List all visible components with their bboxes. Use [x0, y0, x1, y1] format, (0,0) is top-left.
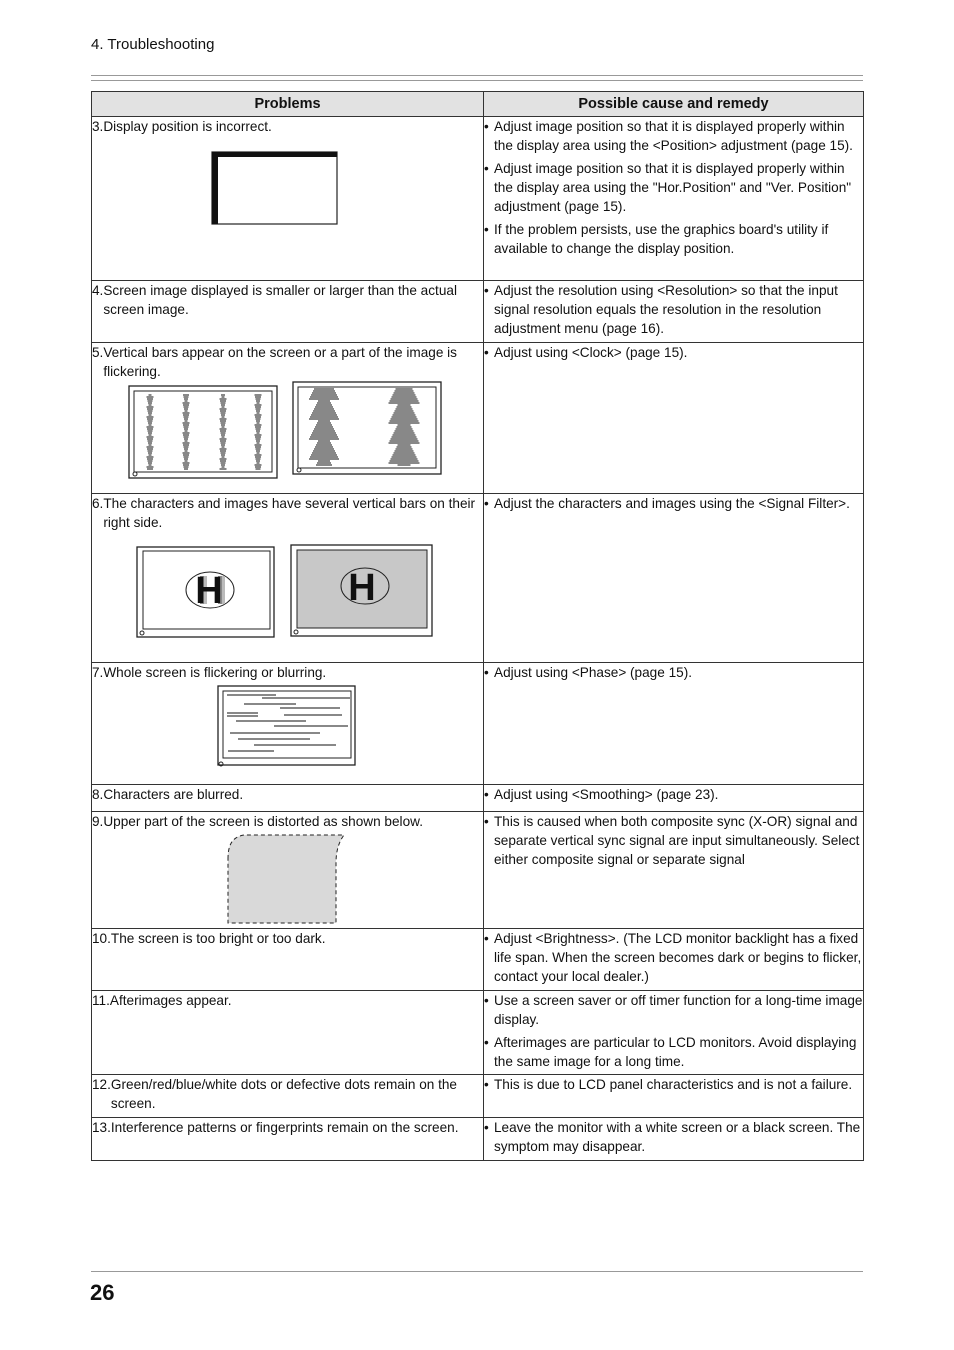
screen-frame — [212, 152, 337, 224]
problem-text: The characters and images have several vertical bars on their right side. — [103, 496, 476, 530]
section-header: 4. Troubleshooting — [91, 36, 215, 53]
problem-text: The screen is too bright or too dark. — [110, 931, 326, 946]
ghosting-illustration-right — [290, 544, 436, 640]
problem-cell — [92, 812, 484, 929]
problem-number: 7. — [92, 665, 104, 680]
problem-cell — [92, 117, 484, 281]
remedy-cell — [484, 117, 864, 281]
problem-cell — [92, 991, 484, 1075]
problem-number: 9. — [92, 814, 104, 829]
problem-cell — [92, 785, 484, 812]
problem-cell — [92, 1075, 484, 1118]
problem-text: Vertical bars appear on the screen or a part of the image is flickering. — [103, 345, 457, 379]
remedy-item: • Leave the monitor with a white screen or a black screen. The symptom may disappear. — [484, 1120, 861, 1154]
problem-text: Interference patterns or fingerprints remain on the screen. — [110, 1120, 459, 1135]
ghost-letter-h: H — [348, 567, 376, 609]
table-row — [92, 785, 864, 812]
remedy-item: • Adjust using <Phase> (page 15). — [484, 665, 692, 680]
problem-text: Characters are blurred. — [103, 787, 244, 802]
problem-number: 11. — [92, 993, 110, 1008]
problem-cell — [92, 494, 484, 663]
page-number: 26 — [90, 1280, 115, 1305]
remedy-item: • Adjust image position so that it is displayed properly within the display area using the <Position> adjustment (page 15). — [484, 119, 853, 153]
flicker-illustration — [214, 684, 358, 770]
table-row — [92, 343, 864, 494]
problems-column-header: Problems — [92, 92, 484, 117]
remedy-cell — [484, 812, 864, 929]
problem-cell — [92, 663, 484, 785]
problem-number: 5. — [92, 345, 104, 360]
problem-cell — [92, 343, 484, 494]
remedy-item: • Adjust image position so that it is displayed properly within the display area using the "Hor.Position" and "Ver. Position" adjustment (page 15). — [484, 161, 852, 214]
distorted-screen-shape — [228, 835, 344, 923]
remedy-cell — [484, 343, 864, 494]
remedy-cell — [484, 929, 864, 991]
problem-number: 13. — [92, 1120, 111, 1135]
problem-text: Screen image displayed is smaller or larger than the actual screen image. — [103, 283, 457, 317]
problem-text: Upper part of the screen is distorted as shown below. — [103, 814, 423, 829]
problem-text: Afterimages appear. — [109, 993, 232, 1008]
problem-cell — [92, 281, 484, 343]
problem-number: 4. — [92, 283, 104, 298]
remedy-cell — [484, 785, 864, 812]
remedy-item: • This is caused when both composite sync (X-OR) signal and separate vertical sync signal are input simultaneously. Select either composite signal or separate signal — [484, 814, 860, 867]
table-row — [92, 117, 864, 281]
problem-number: 6. — [92, 496, 104, 511]
problem-text: Green/red/blue/white dots or defective dots remain on the screen. — [110, 1077, 457, 1111]
screen-shift-left — [212, 152, 218, 224]
remedy-cell — [484, 663, 864, 785]
remedy-item: • Adjust using <Clock> (page 15). — [484, 345, 688, 360]
table-row — [92, 663, 864, 785]
remedy-cell — [484, 494, 864, 663]
remedy-item: • Adjust the resolution using <Resolution> so that the input signal resolution equals the resolution in the resolution adjustment menu (page 16). — [484, 283, 838, 336]
remedy-cell — [484, 1118, 864, 1161]
vertical-bars-illustration-right — [292, 381, 444, 477]
table-row — [92, 812, 864, 929]
ghost-letter-h: H — [195, 570, 223, 612]
troubleshooting-table — [91, 91, 864, 1161]
remedy-cell — [484, 991, 864, 1075]
problem-number: 12. — [92, 1077, 111, 1092]
problem-text: Display position is incorrect. — [103, 119, 272, 134]
table-row — [92, 991, 864, 1075]
problem-cell — [92, 929, 484, 991]
remedy-item: • This is due to LCD panel characteristics and is not a failure. — [484, 1077, 853, 1092]
display-position-illustration — [206, 146, 346, 236]
remedy-item: • Use a screen saver or off timer function for a long-time image display. — [484, 993, 863, 1027]
remedy-item: • Adjust using <Smoothing> (page 23). — [484, 787, 719, 802]
table-row — [92, 929, 864, 991]
table-row — [92, 281, 864, 343]
remedy-cell — [484, 1075, 864, 1118]
problem-number: 10. — [92, 931, 111, 946]
problem-number: 8. — [92, 787, 104, 802]
problem-number: 3. — [92, 119, 104, 134]
distortion-illustration — [226, 833, 350, 927]
remedy-item: • If the problem persists, use the graphics board's utility if available to change the display position. — [484, 222, 829, 256]
problem-text: Whole screen is flickering or blurring. — [103, 665, 327, 680]
table-header-row — [92, 92, 864, 117]
footer-rule — [91, 1271, 863, 1272]
table-row — [92, 494, 864, 663]
remedy-item: • Adjust <Brightness>. (The LCD monitor backlight has a fixed life span. When the screen becomes dark or begins to flicker, contact your local dealer.) — [484, 931, 862, 984]
remedy-item: • Afterimages are particular to LCD monitors. Avoid displaying the same image for a long time. — [484, 1035, 857, 1069]
table-row — [92, 1118, 864, 1161]
screen-shift-top — [212, 152, 337, 157]
ghosting-illustration-left — [136, 546, 278, 642]
remedy-item: • Adjust the characters and images using the <Signal Filter>. — [484, 496, 850, 511]
top-rule — [91, 75, 863, 81]
remedy-column-header: Possible cause and remedy — [484, 92, 864, 117]
table-row — [92, 1075, 864, 1118]
vertical-bars-illustration-left — [128, 385, 280, 481]
remedy-cell — [484, 281, 864, 343]
problem-cell — [92, 1118, 484, 1161]
